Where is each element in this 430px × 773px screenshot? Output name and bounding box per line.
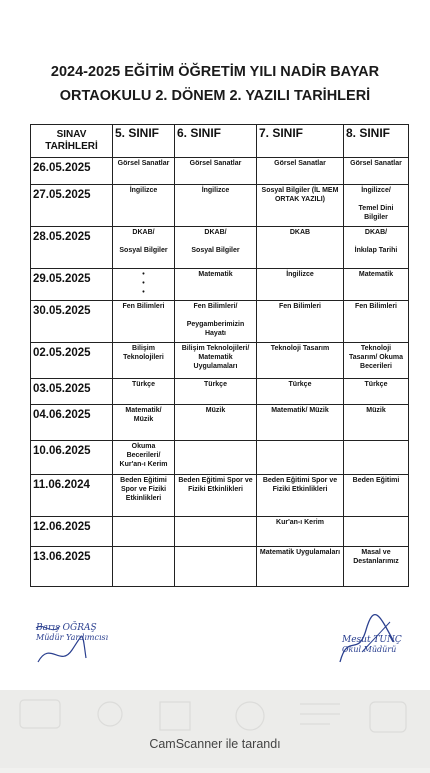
grade-6-subject-cell [175,547,257,587]
grade-8-subject-cell: Görsel Sanatlar [344,158,409,185]
grade-7-subject-cell: Türkçe [257,379,344,405]
table-row [31,379,409,405]
grade-5-subject-cell: Bilişim Teknolojileri [113,343,175,379]
grade-6-subject-cell: Fen Bilimleri/ Peygamberimizin Hayatı [175,301,257,343]
table-row [31,343,409,379]
grade-5-subject-cell: Beden Eğitimi Spor ve Fiziki Etkinlikleri [113,475,175,517]
right-signature-title: Okul Müdürü [342,645,397,654]
exam-date-cell: 10.06.2025 [31,441,113,475]
grade-6-subject-cell: İngilizce [175,185,257,227]
grade-5-subject-cell: İngilizce [113,185,175,227]
grade-7-subject-cell [257,441,344,475]
exam-date-cell: 13.06.2025 [31,547,113,587]
grade-8-subject-cell: İngilizce/ Temel Dini Bilgiler [344,185,409,227]
exam-date-cell: 29.05.2025 [31,269,113,301]
table-row [31,158,409,185]
table-row [31,475,409,517]
table-row [31,185,409,227]
exam-schedule-table [30,124,409,587]
title-line-2: ORTAOKULU 2. DÖNEM 2. YAZILI TARİHLERİ [59,88,371,104]
grade-6-subject-cell: Beden Eğitimi Spor ve Fiziki Etkinlikleri [175,475,257,517]
scanner-footer-pattern [0,690,430,768]
grade-7-subject-cell: Kur'an-ı Kerim [257,517,344,547]
header-grade-6: 6. SINIF [175,125,257,158]
grade-8-subject-cell: Teknoloji Tasarım/ Okuma Becerileri [344,343,409,379]
header-exam-dates: SINAV TARİHLERİ [31,125,113,158]
table-header-row [31,125,409,158]
exam-date-cell: 30.05.2025 [31,301,113,343]
right-signature-name: Mesut TUNÇ [342,635,402,645]
exam-date-cell: 03.05.2025 [31,379,113,405]
table-row [31,517,409,547]
grade-5-subject-cell: Matematik/ Müzik [113,405,175,441]
header-grade-8: 8. SINIF [344,125,409,158]
grade-6-subject-cell [175,441,257,475]
exam-date-cell: 28.05.2025 [31,227,113,269]
grade-5-subject-cell: Fen Bilimleri [113,301,175,343]
grade-7-subject-cell: DKAB [257,227,344,269]
header-grade-5: 5. SINIF [113,125,175,158]
left-handwritten-signature [30,620,90,670]
exam-date-cell: 02.05.2025 [31,343,113,379]
table-row [31,547,409,587]
grade-5-subject-cell: Türkçe [113,379,175,405]
grade-8-subject-cell [344,441,409,475]
grade-8-subject-cell: Müzik [344,405,409,441]
header-grade-7: 7. SINIF [257,125,344,158]
grade-6-subject-cell: DKAB/ Sosyal Bilgiler [175,227,257,269]
grade-5-subject-cell: Okuma Becerileri/ Kur'an-ı Kerim [113,441,175,475]
title-line-1: 2024-2025 EĞİTİM ÖĞRETİM YILI NADİR BAYAR [50,64,380,80]
grade-7-subject-cell: Sosyal Bilgiler (İL MEM ORTAK YAZILI) [257,185,344,227]
grade-7-subject-cell: Fen Bilimleri [257,301,344,343]
exam-date-cell: 12.06.2025 [31,517,113,547]
grade-5-subject-cell: DKAB/ Sosyal Bilgiler [113,227,175,269]
exam-date-cell: 11.06.2024 [31,475,113,517]
grade-8-subject-cell: DKAB/ İnkılap Tarihi [344,227,409,269]
table-row [31,441,409,475]
table-row [31,405,409,441]
grade-6-subject-cell: Görsel Sanatlar [175,158,257,185]
document-title [0,60,430,108]
left-signature-title: Müdür Yardımcısı [36,633,109,642]
scanner-caption: CamScanner ile tarandı [149,737,281,751]
grade-8-subject-cell: Türkçe [344,379,409,405]
grade-7-subject-cell: Matematik Uygulamaları [257,547,344,587]
grade-7-subject-cell: Görsel Sanatlar [257,158,344,185]
scanner-footer-background [0,690,430,768]
table-row [31,301,409,343]
grade-8-subject-cell: Fen Bilimleri [344,301,409,343]
grade-5-subject-cell [113,547,175,587]
table-row [31,269,409,301]
grade-7-subject-cell: İngilizce [257,269,344,301]
grade-7-subject-cell: Matematik/ Müzik [257,405,344,441]
right-handwritten-signature [332,612,402,672]
exam-date-cell: 26.05.2025 [31,158,113,185]
grade-8-subject-cell [344,517,409,547]
grade-5-subject-cell [113,517,175,547]
exam-date-cell: 27.05.2025 [31,185,113,227]
grade-8-subject-cell: Masal ve Destanlarımız [344,547,409,587]
grade-7-subject-cell: Teknoloji Tasarım [257,343,344,379]
table-row [31,227,409,269]
grade-7-subject-cell: Beden Eğitimi Spor ve Fiziki Etkinlikleri [257,475,344,517]
grade-5-subject-cell: Görsel Sanatlar [113,158,175,185]
grade-6-subject-cell: Müzik [175,405,257,441]
grade-6-subject-cell [175,517,257,547]
grade-8-subject-cell: Beden Eğitimi [344,475,409,517]
grade-8-subject-cell: Matematik [344,269,409,301]
grade-6-subject-cell: Türkçe [175,379,257,405]
exam-date-cell: 04.06.2025 [31,405,113,441]
grade-6-subject-cell: Bilişim Teknolojileri/ Matematik Uygulamaları [175,343,257,379]
grade-6-subject-cell: Matematik [175,269,257,301]
left-signature-name: Barış OĞRAŞ [36,623,97,633]
grade-5-subject-cell: • • • [113,269,175,301]
